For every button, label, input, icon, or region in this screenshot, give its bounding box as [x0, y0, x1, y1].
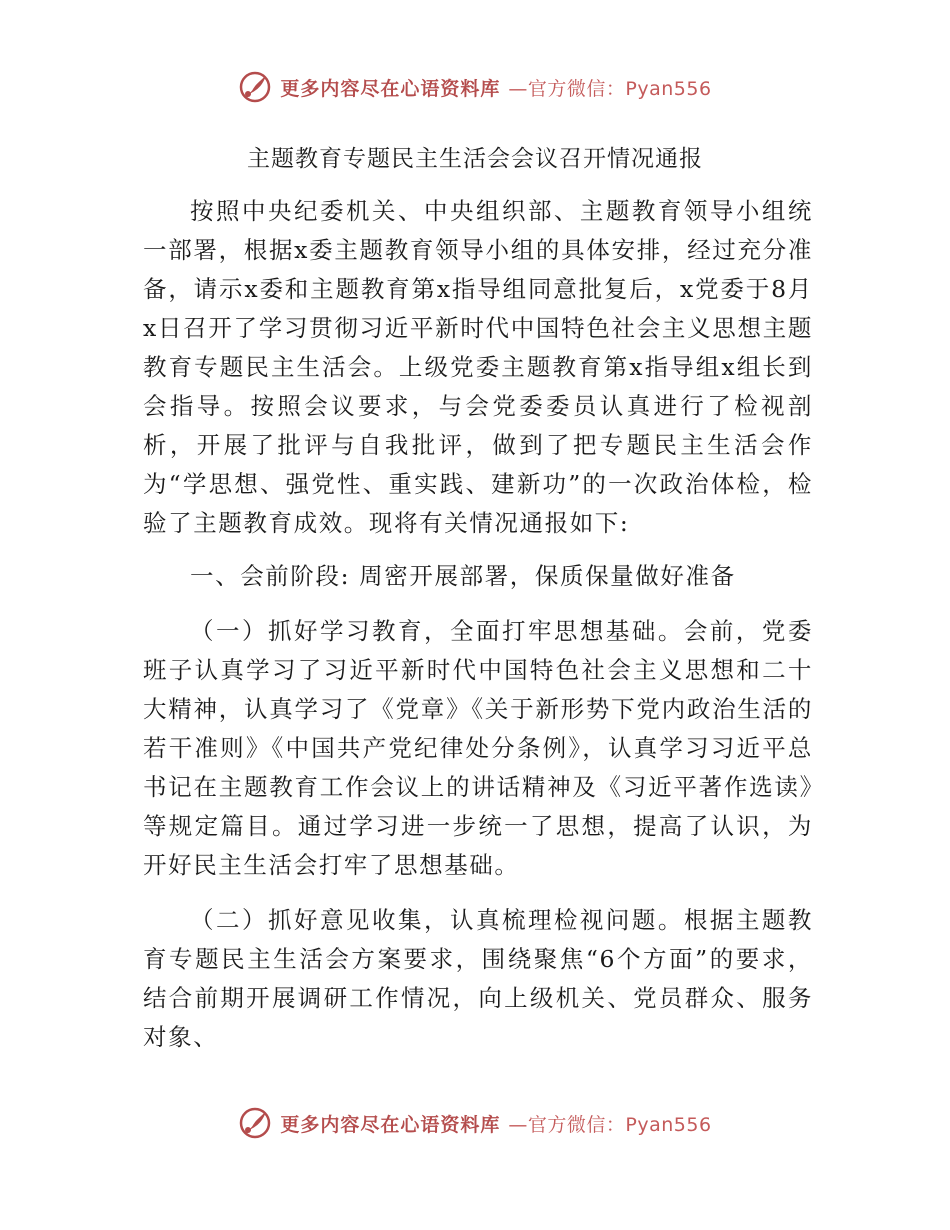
item-paragraph-1: （一）抓好学习教育，全面打牢思想基础。会前，党委班子认真学习了习近平新时代中国特色社会主义思想和二十大精神，认真学习了《党章》《关于新形势下党内政治生活的若干准则》《中国共产党纪律处分条例》，认真学习习近平总书记在主题教育工作会议上的讲话精神及《习近平著作选读》等规定篇目。通过学习进一步统一了思想，提高了认识，为开好民主生活会打牢了思想基础。: [143, 617, 813, 879]
intro-paragraph: 按照中央纪委机关、中央组织部、主题教育领导小组统一部署，根据x委主题教育领导小组的具体安排，经过充分准备，请示x委和主题教育第x指导组同意批复后，x党委于8月x日召开了学习贯彻习近平新时代中国特色社会主义思想主题教育专题民主生活会。上级党委主题教育第x指导组x组长到会指导。按照会议要求，与会党委委员认真进行了检视剖析，开展了批评与自我批评，做到了把专题民主生活会作为“学思想、强党性、重实践、建新功”的一次政治体检，检验了主题教育成效。现将有关情况通报如下:: [143, 197, 813, 537]
watermark-footer: [0, 1106, 950, 1140]
watermark-text: 更多内容尽在心语资料库: [280, 77, 501, 100]
document-title: 主题教育专题民主生活会会议召开情况通报: [247, 146, 703, 172]
watermark-contact: —官方微信：Pyan556: [508, 77, 712, 100]
watermark-contact: —官方微信：Pyan556: [508, 1113, 712, 1136]
section-heading: 一、会前阶段: 周密开展部署，保质保量做好准备: [190, 562, 736, 590]
feather-logo-icon: [238, 70, 272, 104]
item-paragraph-2: （二）抓好意见收集，认真梳理检视问题。根据主题教育专题民主生活会方案要求，围绕聚焦“6个方面”的要求，结合前期开展调研工作情况，向上级机关、党员群众、服务对象、: [143, 906, 813, 1051]
watermark-header: [0, 70, 950, 104]
watermark-text: 更多内容尽在心语资料库: [280, 1113, 501, 1136]
document-body: [143, 192, 813, 1073]
feather-logo-icon: [238, 1106, 272, 1140]
